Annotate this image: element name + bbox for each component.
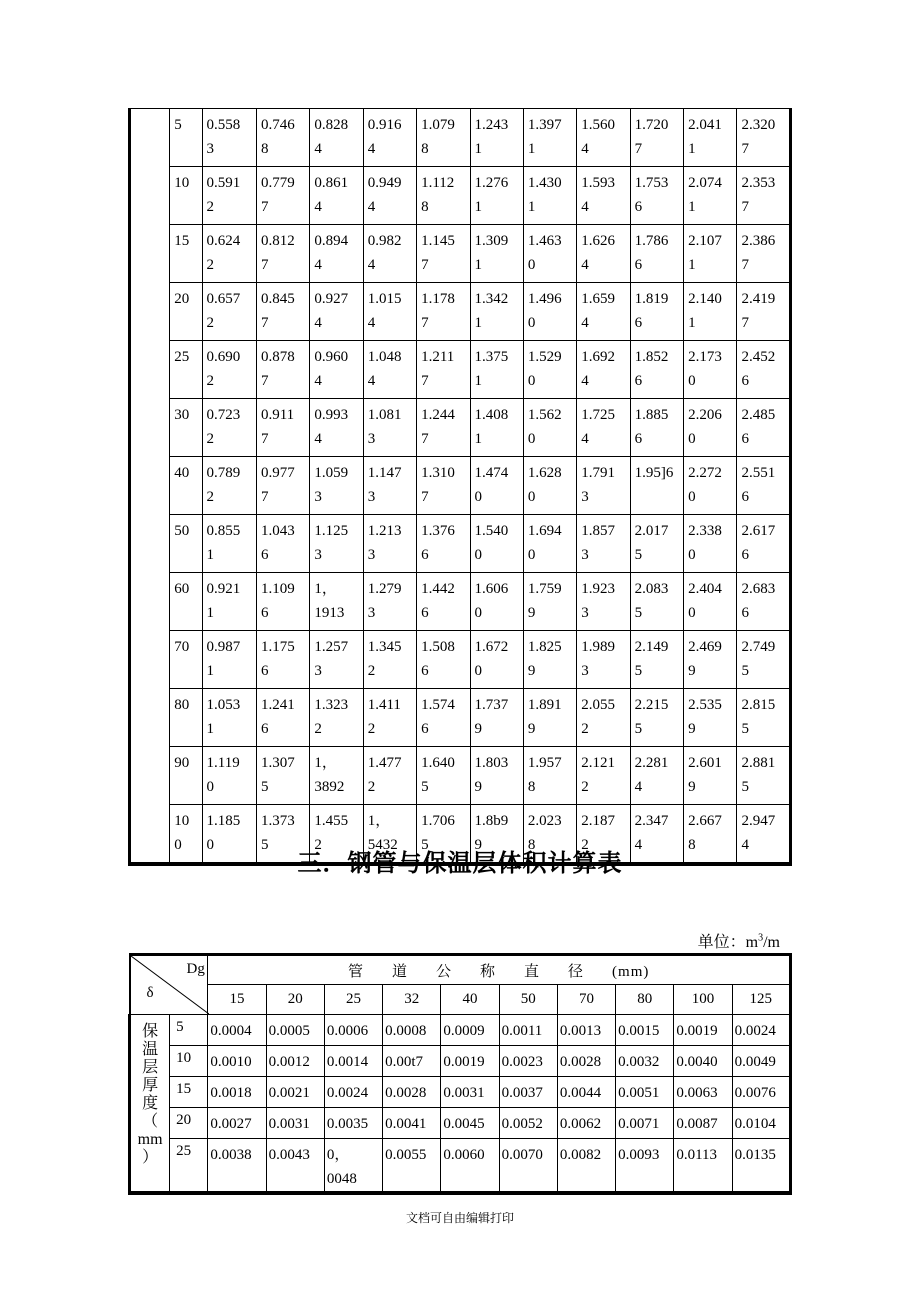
value-cell: 0.0012 (266, 1046, 324, 1077)
value-cell: 0.591 2 (202, 167, 256, 225)
value-cell: 0， 0048 (324, 1139, 382, 1194)
value-cell: 0.0055 (383, 1139, 441, 1194)
value-cell: 0.0044 (557, 1077, 615, 1108)
value-cell: 1.309 1 (470, 225, 523, 283)
value-cell: 0.0071 (616, 1108, 674, 1139)
delta-label: δ (146, 985, 154, 1001)
value-cell: 1.455 2 (310, 805, 363, 865)
value-cell: 1.786 6 (630, 225, 683, 283)
value-cell: 2.083 5 (630, 573, 683, 631)
value-cell: 2.815 5 (737, 689, 791, 747)
diameter-header-cell: 50 (499, 985, 557, 1015)
value-cell: 0.0062 (557, 1108, 615, 1139)
value-cell: 1.593 4 (577, 167, 630, 225)
value-cell: 0.0004 (208, 1015, 266, 1046)
value-cell: 1.474 0 (470, 457, 523, 515)
value-cell: 0.0011 (499, 1015, 557, 1046)
value-cell: 2.107 1 (684, 225, 737, 283)
value-cell: 0.746 8 (256, 109, 309, 167)
value-cell: 0.0087 (674, 1108, 732, 1139)
value-cell: 2.023 8 (523, 805, 576, 865)
value-cell: 1， 1913 (310, 573, 363, 631)
value-cell: 1.342 1 (470, 283, 523, 341)
value-cell: 2.173 0 (684, 341, 737, 399)
thickness-cell: 30 (170, 399, 202, 457)
value-cell: 0.0045 (441, 1108, 499, 1139)
value-cell: 2.667 8 (684, 805, 737, 865)
value-cell: 1.059 3 (310, 457, 363, 515)
table-row (130, 457, 791, 515)
table-row (130, 1015, 791, 1046)
value-cell: 0.0040 (674, 1046, 732, 1077)
value-cell: 1.015 4 (363, 283, 416, 341)
value-cell: 0.927 4 (310, 283, 363, 341)
value-cell: 1.397 1 (523, 109, 576, 167)
value-cell: 2.206 0 (684, 399, 737, 457)
value-cell: 0.982 4 (363, 225, 416, 283)
value-cell: 2.281 4 (630, 747, 683, 805)
diameter-header-cell: 32 (383, 985, 441, 1015)
value-cell: 1.145 7 (417, 225, 470, 283)
value-cell: 1.496 0 (523, 283, 576, 341)
nominal-diameter-header (208, 955, 791, 985)
value-cell: 1.279 3 (363, 573, 416, 631)
thickness-cell: 40 (170, 457, 202, 515)
diameter-header-cell: 20 (266, 985, 324, 1015)
table-row (130, 109, 791, 167)
table-row (130, 573, 791, 631)
value-cell: 1.692 4 (577, 341, 630, 399)
value-cell: 1.477 2 (363, 747, 416, 805)
value-cell: 0.0006 (324, 1015, 382, 1046)
value-cell: 0.911 7 (256, 399, 309, 457)
value-cell: 1.791 3 (577, 457, 630, 515)
thickness-cell: 50 (170, 515, 202, 573)
value-cell: 1.759 9 (523, 573, 576, 631)
value-cell: 1.081 3 (363, 399, 416, 457)
value-cell: 0.0023 (499, 1046, 557, 1077)
value-cell: 2.187 2 (577, 805, 630, 865)
value-cell: 2.947 4 (737, 805, 791, 865)
value-cell: 0.0019 (674, 1015, 732, 1046)
thickness-cell: 10 (170, 1046, 208, 1077)
value-cell: 1.310 7 (417, 457, 470, 515)
value-cell: 0.0024 (324, 1077, 382, 1108)
value-cell: 0.0019 (441, 1046, 499, 1077)
value-cell: 0.558 3 (202, 109, 256, 167)
value-cell: 1.989 3 (577, 631, 630, 689)
value-cell: 1.119 0 (202, 747, 256, 805)
value-cell: 2.469 9 (684, 631, 737, 689)
thickness-cell: 10 (170, 167, 202, 225)
value-cell: 1.375 1 (470, 341, 523, 399)
value-cell: 0.812 7 (256, 225, 309, 283)
value-cell: 1.175 6 (256, 631, 309, 689)
table-row (130, 399, 791, 457)
value-cell: 0.657 2 (202, 283, 256, 341)
thickness-cell: 15 (170, 225, 202, 283)
value-cell: 1.243 1 (470, 109, 523, 167)
value-cell: 2.074 1 (684, 167, 737, 225)
value-cell: 0.0113 (674, 1139, 732, 1194)
value-cell: 1.720 7 (630, 109, 683, 167)
value-cell: 0.779 7 (256, 167, 309, 225)
value-cell: 1.626 4 (577, 225, 630, 283)
value-cell: 0.921 1 (202, 573, 256, 631)
value-cell: 1.430 1 (523, 167, 576, 225)
value-cell: 1.079 8 (417, 109, 470, 167)
value-cell: 2.881 5 (737, 747, 791, 805)
value-cell: 2.452 6 (737, 341, 791, 399)
value-cell: 0.0028 (383, 1077, 441, 1108)
value-cell: 0.845 7 (256, 283, 309, 341)
value-cell: 1.376 6 (417, 515, 470, 573)
thickness-cell: 60 (170, 573, 202, 631)
table-row (130, 167, 791, 225)
table-row (130, 631, 791, 689)
table-row (130, 341, 791, 399)
table-row (130, 515, 791, 573)
value-cell: 1.694 0 (523, 515, 576, 573)
value-cell: 1.463 0 (523, 225, 576, 283)
value-cell: 0.0043 (266, 1139, 324, 1194)
value-cell: 0.0037 (499, 1077, 557, 1108)
value-cell: 1.048 4 (363, 341, 416, 399)
value-cell: 0.855 1 (202, 515, 256, 573)
table-row (130, 689, 791, 747)
value-cell: 0.0010 (208, 1046, 266, 1077)
value-cell: 0.861 4 (310, 167, 363, 225)
value-cell: 0.723 2 (202, 399, 256, 457)
diameter-header-cell: 25 (324, 985, 382, 1015)
value-cell: 0.0035 (324, 1108, 382, 1139)
value-cell: 1.640 5 (417, 747, 470, 805)
value-cell: 2.617 6 (737, 515, 791, 573)
value-cell: 0.894 4 (310, 225, 363, 283)
value-cell: 2.535 9 (684, 689, 737, 747)
thickness-cell: 90 (170, 747, 202, 805)
header-word: 称 (480, 963, 497, 980)
value-cell: 1.185 0 (202, 805, 256, 865)
value-cell: 1.373 5 (256, 805, 309, 865)
value-cell: 1.411 2 (363, 689, 416, 747)
value-cell: 2.055 2 (577, 689, 630, 747)
value-cell: 0.0024 (732, 1015, 790, 1046)
value-cell: 1.857 3 (577, 515, 630, 573)
thickness-cell: 20 (170, 283, 202, 341)
value-cell: 1.8b9 9 (470, 805, 523, 865)
value-cell: 2.140 1 (684, 283, 737, 341)
value-cell: 0.0028 (557, 1046, 615, 1077)
table-row (130, 1139, 791, 1194)
value-cell: 0.0009 (441, 1015, 499, 1046)
dg-label: Dg (186, 961, 205, 977)
diameter-header-cell: 15 (208, 985, 266, 1015)
value-cell: 0.624 2 (202, 225, 256, 283)
value-cell: 1.053 1 (202, 689, 256, 747)
value-cell: 0.0051 (616, 1077, 674, 1108)
value-cell: 0.0015 (616, 1015, 674, 1046)
value-cell: 1.307 5 (256, 747, 309, 805)
value-cell: 0.0052 (499, 1108, 557, 1139)
value-cell: 1.737 9 (470, 689, 523, 747)
value-cell: 2.320 7 (737, 109, 791, 167)
value-cell: 1.957 8 (523, 747, 576, 805)
thickness-cell: 5 (170, 109, 202, 167)
table-row (130, 1046, 791, 1077)
value-cell: 2.149 5 (630, 631, 683, 689)
value-cell: 1.043 6 (256, 515, 309, 573)
value-cell: 2.041 1 (684, 109, 737, 167)
value-cell: 0.916 4 (363, 109, 416, 167)
value-cell: 1.560 4 (577, 109, 630, 167)
unit-label: 单位：$m^3/m$ (697, 932, 780, 951)
value-cell: 1.628 0 (523, 457, 576, 515)
value-cell: 0.0031 (266, 1108, 324, 1139)
thickness-cell: 5 (170, 1015, 208, 1046)
value-cell: 1.276 1 (470, 167, 523, 225)
value-cell: 2.347 4 (630, 805, 683, 865)
value-cell: 1.508 6 (417, 631, 470, 689)
insulation-table-continued (128, 108, 792, 866)
header-word: 公 (435, 963, 452, 980)
value-cell: 0.0063 (674, 1077, 732, 1108)
value-cell: 0.0005 (266, 1015, 324, 1046)
value-cell: 0.0018 (208, 1077, 266, 1108)
diameter-header-cell: 70 (557, 985, 615, 1015)
table-row (130, 1108, 791, 1139)
value-cell: 1.923 3 (577, 573, 630, 631)
value-cell: 1.885 6 (630, 399, 683, 457)
value-cell: 0.0038 (208, 1139, 266, 1194)
value-cell: 1.323 2 (310, 689, 363, 747)
value-cell: 2.017 5 (630, 515, 683, 573)
header-word: (mm) (612, 963, 650, 980)
diameter-header-cell: 125 (732, 985, 790, 1015)
value-cell: 1.672 0 (470, 631, 523, 689)
value-cell: 0.0031 (441, 1077, 499, 1108)
value-cell: 1.211 7 (417, 341, 470, 399)
value-cell: 1.112 8 (417, 167, 470, 225)
value-cell: 2.272 0 (684, 457, 737, 515)
value-cell: 0.0135 (732, 1139, 790, 1194)
header-word: 道 (391, 963, 408, 980)
value-cell: 1.659 4 (577, 283, 630, 341)
value-cell: 1.540 0 (470, 515, 523, 573)
value-cell: 0.0021 (266, 1077, 324, 1108)
thickness-cell: 25 (170, 341, 202, 399)
value-cell: 1.125 3 (310, 515, 363, 573)
thickness-cell: 10 0 (170, 805, 202, 865)
value-cell: 2.551 6 (737, 457, 791, 515)
value-cell: 1， 5432 (363, 805, 416, 865)
value-cell: 0.878 7 (256, 341, 309, 399)
value-cell: 1， 3892 (310, 747, 363, 805)
value-cell: 1.442 6 (417, 573, 470, 631)
corner-header-cell (130, 955, 208, 1015)
insulation-thickness-label: 保 温 层 厚 度 （ mm ） (130, 1015, 170, 1194)
value-cell: 1.725 4 (577, 399, 630, 457)
value-cell: 0.0032 (616, 1046, 674, 1077)
value-cell: 2.749 5 (737, 631, 791, 689)
value-cell: 1.408 1 (470, 399, 523, 457)
value-cell: 1.706 5 (417, 805, 470, 865)
value-cell: 0.0041 (383, 1108, 441, 1139)
thickness-cell: 70 (170, 631, 202, 689)
value-cell: 1.529 0 (523, 341, 576, 399)
pipe-insulation-volume-table (128, 953, 792, 1195)
value-cell: 0.977 7 (256, 457, 309, 515)
value-cell: 1.241 6 (256, 689, 309, 747)
table-row (130, 747, 791, 805)
value-cell: 2.683 6 (737, 573, 791, 631)
page-footer: 文档可自由编辑打印 (405, 1211, 514, 1225)
thickness-cell: 20 (170, 1108, 208, 1139)
table-row (130, 225, 791, 283)
value-cell: 0.0060 (441, 1139, 499, 1194)
table-row (130, 1077, 791, 1108)
diameter-header-cell: 80 (616, 985, 674, 1015)
header-word: 直 (524, 963, 541, 980)
value-cell: 1.109 6 (256, 573, 309, 631)
thickness-cell: 25 (170, 1139, 208, 1194)
value-cell: 1.606 0 (470, 573, 523, 631)
value-cell: 1.819 6 (630, 283, 683, 341)
value-cell: 0.00t7 (383, 1046, 441, 1077)
value-cell: 0.0093 (616, 1139, 674, 1194)
thickness-cell: 80 (170, 689, 202, 747)
value-cell: 0.0070 (499, 1139, 557, 1194)
diameter-header-cell: 100 (674, 985, 732, 1015)
value-cell: 2.419 7 (737, 283, 791, 341)
value-cell: 1.803 9 (470, 747, 523, 805)
value-cell: 1.213 3 (363, 515, 416, 573)
value-cell: 1.891 9 (523, 689, 576, 747)
value-cell: 0.993 4 (310, 399, 363, 457)
value-cell: 0.960 4 (310, 341, 363, 399)
value-cell: 1.562 0 (523, 399, 576, 457)
value-cell: 0.987 1 (202, 631, 256, 689)
diameter-header-cell: 40 (441, 985, 499, 1015)
value-cell: 0.0014 (324, 1046, 382, 1077)
value-cell: 0.0104 (732, 1108, 790, 1139)
value-cell: 2.404 0 (684, 573, 737, 631)
value-cell: 1.345 2 (363, 631, 416, 689)
value-cell: 0.828 4 (310, 109, 363, 167)
value-cell: 2.353 7 (737, 167, 791, 225)
value-cell: 0.690 2 (202, 341, 256, 399)
value-cell: 0.0082 (557, 1139, 615, 1194)
value-cell: 2.386 7 (737, 225, 791, 283)
value-cell: 1.244 7 (417, 399, 470, 457)
value-cell: 2.338 0 (684, 515, 737, 573)
header-word: 管 (347, 963, 364, 980)
value-cell: 0.0027 (208, 1108, 266, 1139)
value-cell: 1.257 3 (310, 631, 363, 689)
value-cell: 0.0076 (732, 1077, 790, 1108)
value-cell: 1.753 6 (630, 167, 683, 225)
value-cell: 1.147 3 (363, 457, 416, 515)
section-title: 三．钢管与保温层体积计算表 (297, 849, 623, 877)
thickness-cell: 15 (170, 1077, 208, 1108)
value-cell: 0.0013 (557, 1015, 615, 1046)
value-cell: 0.949 4 (363, 167, 416, 225)
value-cell: 1.574 6 (417, 689, 470, 747)
group-label-cell (130, 109, 170, 865)
value-cell: 2.601 9 (684, 747, 737, 805)
value-cell: 0.789 2 (202, 457, 256, 515)
value-cell: 0.0049 (732, 1046, 790, 1077)
header-word: 径 (568, 963, 585, 980)
value-cell: 1.825 9 (523, 631, 576, 689)
table-row (130, 283, 791, 341)
value-cell: 1.852 6 (630, 341, 683, 399)
value-cell: 0.0008 (383, 1015, 441, 1046)
value-cell: 1.178 7 (417, 283, 470, 341)
value-cell: 2.215 5 (630, 689, 683, 747)
value-cell: 2.121 2 (577, 747, 630, 805)
value-cell: 2.485 6 (737, 399, 791, 457)
value-cell: 1.95]6 (630, 457, 683, 515)
